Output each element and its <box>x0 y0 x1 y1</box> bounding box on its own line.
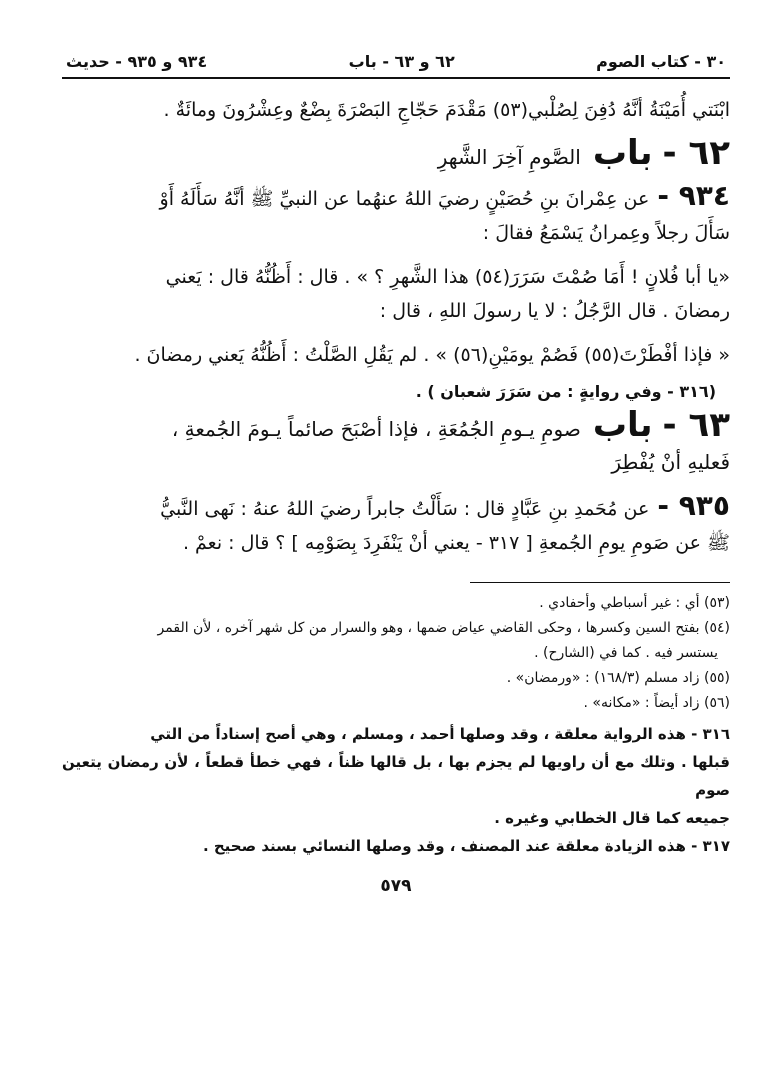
footnote-53: (٥٣) أي : غير أسباطي وأحفادي . <box>539 595 730 611</box>
chapter-62-title: الصَّومِ آخِرَ الشَّهرِ <box>437 145 581 169</box>
comment-316: ٣١٦ - هذه الرواية معلقة ، وقد وصلها أحمد ، ومسلم ، وهي أصح إسناداً من التي <box>150 725 730 743</box>
footnote-55: (٥٥) زاد مسلم (١٦٨/٣) : «ورمضان» . <box>506 670 730 686</box>
hadith-934-line-5: « فإذا أفْطَرْتَ(٥٥) فَصُمْ يومَيْنِ(٥٦) » . لم يَقُلِ الصَّلْتُ : أَظُنُّهُ يَعني رمضانَ . <box>134 344 730 366</box>
comment-316-line-2: قبلها . وتلك مع أن راويها لم يجزم بها ، بل قالها ظناً ، فهي خطأ قطعاً ، لأن رمضان يتعين صوم <box>62 753 730 799</box>
hadith-935-text-1: عن مُحَمدِ بنِ عَبَّادٍ قال : سَأَلْتُ جابراً رضيَ اللهُ عنهُ : نَهى النَّبيُّ <box>160 498 650 520</box>
page-number: ٥٧٩ <box>380 876 412 896</box>
comment-317: ٣١٧ - هذه الزيادة معلقة عند المصنف ، وقد وصلها النسائي بسند صحيح . <box>202 837 730 855</box>
hadith-935-line-1 <box>62 489 730 526</box>
chapter-62-word: باب <box>592 133 653 173</box>
hadith-934 <box>62 179 730 401</box>
chapter-62-heading <box>62 133 730 173</box>
footnote-56: (٥٦) زاد أيضاً : «مكانه» . <box>583 695 730 711</box>
chapter-63-title: صومِ يـومِ الجُمُعَةِ ، فإذا أصْبَحَ صائماً يـومَ الجُمعةِ ، <box>171 417 581 441</box>
hadith-934-line-2: سَأَلَ رجلاً وعِمرانُ يَسْمَعُ فقالَ : <box>482 222 730 244</box>
header-hadith-ref: ٩٣٤ و ٩٣٥ - حديث <box>66 52 208 71</box>
hadith-934-line-3: «يا أبا فُلانٍ ! أَمَا صُمْتَ سَرَرَ(٥٤) هذا الشَّهرِ ؟ » . قال : أَظُنُّهُ قال : يَعني <box>165 266 730 288</box>
chapter-62-number: ٦٢ - <box>662 133 730 173</box>
running-header <box>62 52 730 79</box>
footnote-54-continued: يستسر فيه . كما في (الشارح) . <box>534 645 718 661</box>
commentary <box>62 720 730 860</box>
hadith-934-narration: (٣١٦ - وفي روايةٍ : من سَرَرَ شعبان ) . <box>415 382 716 401</box>
header-chapter-ref: ٦٢ و ٦٣ - باب <box>348 52 455 71</box>
hadith-935 <box>62 489 730 560</box>
footnote-54: (٥٤) بفتح السين وكسرها ، وحكى القاضي عياض ضمها ، وهو والسرار من كل شهر آخره ، لأن القمر <box>157 620 730 636</box>
chapter-63-number: ٦٣ - <box>662 405 730 445</box>
hadith-935-number: ٩٣٥ - <box>657 489 730 522</box>
hadith-934-line-1 <box>62 179 730 216</box>
hadith-934-number: ٩٣٤ - <box>657 179 730 212</box>
footnotes <box>62 591 730 716</box>
footnote-divider <box>470 582 730 583</box>
comment-316-line-3: جميعه كما قال الخطابي وغيره . <box>494 809 730 827</box>
chapter-63-word: باب <box>592 405 653 445</box>
hadith-935-line-2: ﷺ عن صَومِ يومِ الجُمعةِ [ ٣١٧ - يعني أنْ يَنْفَرِدَ بِصَوْمِه ] ؟ قال : نعمْ . <box>182 532 730 554</box>
chapter-63-title-continued: فَعليهِ أنْ يُفْطِرَ <box>611 450 730 474</box>
hadith-934-line-4: رمضانَ . قال الرَّجُلُ : لا يا رسولَ اللهِ ، قال : <box>379 300 730 322</box>
hadith-934-text-1: عن عِمْرانَ بنِ حُصَيْنٍ رضيَ اللهُ عنهُما عن النبيِّ ﷺ أنَّهُ سَأَلَهُ أَوْ <box>159 188 650 210</box>
chapter-63-heading <box>62 405 730 445</box>
header-book-title: ٣٠ - كتاب الصوم <box>596 52 726 71</box>
intro-line: ابْنَتي أُمَيْنَةُ أنَّهُ دُفِنَ لِصُلْبي(٥٣) مَقْدَمَ حَجّاجِ البَصْرَةَ بِضْعٌ وعِشْرُونَ ومائَةٌ . <box>163 99 730 121</box>
book-page <box>62 52 730 896</box>
